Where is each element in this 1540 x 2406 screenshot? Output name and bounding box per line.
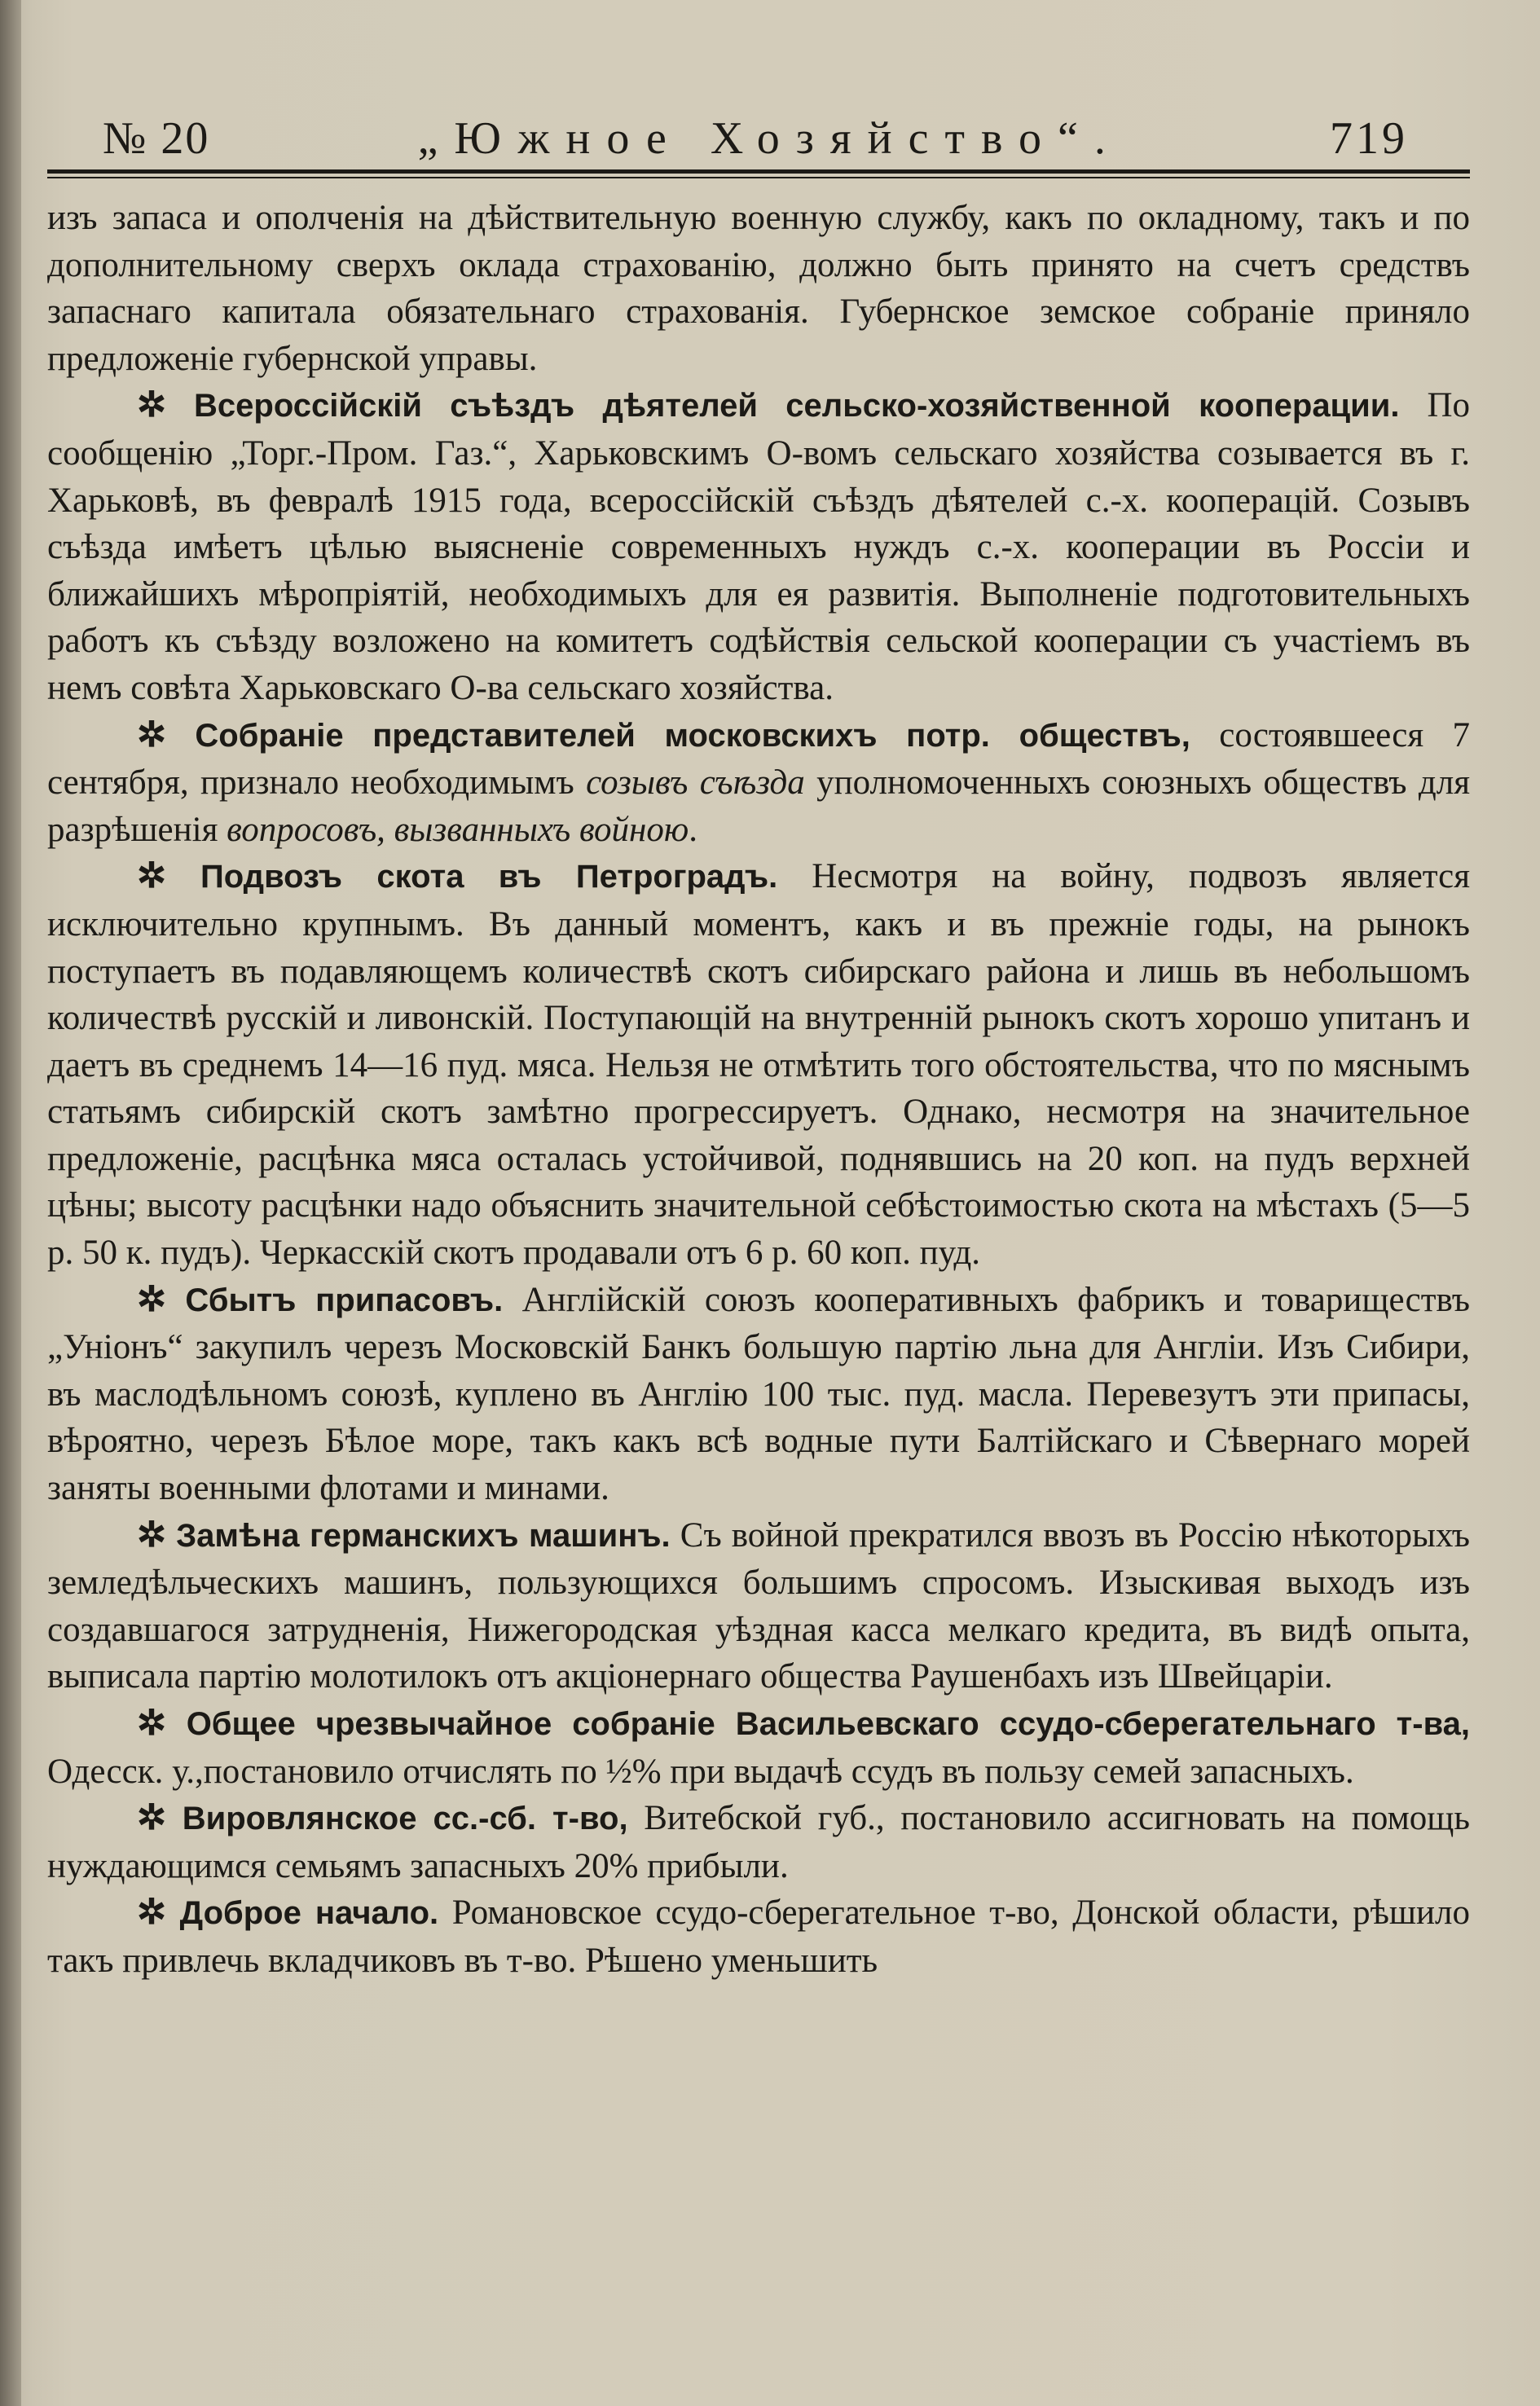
asterism-icon: ✲ [137,1704,167,1743]
news-item-congress [47,382,1470,711]
news-item-body: Романовское ссудо-сберегательное т-во, Донской области, рѣшило такъ привлечь вкладчиковъ въ т-во. Рѣшено уменьшить [47,1894,1470,1980]
page-number: 719 [1330,113,1408,164]
asterism-icon: ✲ [137,1894,167,1933]
news-item-heading: Общее чрезвычайное собраніе Васильевскаго ссудо-сберегательнаго т-ва, [186,1706,1470,1742]
news-item-supplies [47,1277,1470,1512]
news-item-good-start [47,1889,1470,1984]
news-item-heading: Замѣна германскихъ машинъ. [176,1517,671,1554]
news-item-body: Одесск. у.,постановило отчислять по ½% при выдачѣ ссудъ въ пользу семей запасныхъ. [47,1752,1354,1791]
header-rule [47,169,1470,178]
news-item-body: уполномоченныхъ союзныхъ обществъ для разрѣшенія [47,763,1470,849]
news-item-body: Англійскій союзъ кооперативныхъ фабрикъ и товариществъ „Уніонъ“ закупилъ черезъ Московскій Банкъ большую партію льна для Англіи. Изъ Сибири, въ маслодѣльномъ союзѣ, куплено въ Англію 100 тыс. пуд. масла. Перевезутъ эти припасы, вѣроятно, черезъ Бѣлое море, такъ какъ всѣ водные пути Балтійскаго и Сѣвернаго морей заняты военными флотами и минами. [47,1280,1471,1508]
asterism-icon: ✲ [137,857,167,896]
asterism-icon: ✲ [137,715,167,754]
italic-phrase: вопросовъ, вызванныхъ войною [227,810,689,849]
news-item-body: По сообщенію „Торг.-Пром. Газ.“, Харьковскимъ О-вомъ сельскаго хозяйства созывается въ г. Харьковѣ, въ февралѣ 1915 года, всероссійскій съѣздъ дѣятелей с.-х. кооперацій. Созывъ съѣзда имѣетъ цѣлью выясненіе современныхъ нуждъ с.-х. кооперации въ Россіи и ближайшихъ мѣропріятій, необходимыхъ для ея развитія. Выполненіе подготовительныхъ работъ къ съѣзду возложено на комитетъ содѣйствія сельской кооперации съ участіемъ въ немъ совѣта Харьковскаго О-ва сельскаго хозяйства. [47,386,1471,707]
news-item-heading: Всероссійскій съѣздъ дѣятелей сельско-хозяйственной кооперации. [194,388,1400,424]
news-item-virovlyanskoe [47,1795,1470,1889]
news-item-cattle [47,853,1470,1276]
news-item-heading: Собраніе представителей московскихъ потр. обществъ, [195,717,1190,754]
news-item-heading: Сбытъ припасовъ. [185,1282,504,1318]
news-item-body: Съ войной прекратился ввозъ въ Россію нѣкоторыхъ земледѣльческихъ машинъ, пользующихся большимъ спросомъ. Изыскивая выходъ изъ создавшагося затрудненія, Нижегородская уѣздная касса мелкаго кредита, въ видѣ опыта, выписала партію молотилокъ отъ акціонернаго общества Раушенбахъ изъ Швейцаріи. [47,1515,1470,1696]
asterism-icon: ✲ [137,1280,167,1319]
issue-number: № 20 [103,113,210,164]
news-item-body: . [689,810,697,849]
news-item-body: Несмотря на войну, подвозъ является исключительно крупнымъ. Въ данный моментъ, какъ и въ прежніе годы, на рынокъ поступаетъ въ подавляющемъ количествѣ скотъ сибирскаго района и лишь въ небольшомъ количествѣ русскій и ливонскій. Поступающій на внутренній рынокъ скотъ хорошо упитанъ и даетъ въ среднемъ 14—16 пуд. мяса. Нельзя не отмѣтить того обстоятельства, что по мяснымъ статьямъ сибирскій скотъ замѣтно прогрессируетъ. Однако, несмотря на значительное предложеніе, расцѣнка мяса осталась устойчивой, поднявшись на 20 коп. на пудъ верхней цѣны; высоту расцѣнки надо объяснить значительной себѣстоимостью скота на мѣстахъ (5—5 р. 50 к. пудъ). Черкасскій скотъ продавали отъ 6 р. 60 коп. пуд. [47,857,1470,1273]
paragraph-continuation [47,195,1470,382]
italic-phrase: созывъ съѣзда [586,763,805,803]
asterism-icon: ✲ [137,386,167,425]
running-header [47,114,1470,163]
paragraph-body: изъ запаса и ополченія на дѣйствительную военную службу, какъ по окладному, такъ и по дополнительному сверхъ оклада страхованію, должно быть принято на счетъ средствъ запаснаго капитала обязательнаго страхованія. Губернское земское собраніе приняло предложеніе губернской управы. [47,199,1470,378]
news-item-heading: Доброе начало. [179,1895,439,1932]
news-item-heading: Вировлянское сс.-сб. т-во, [182,1801,628,1837]
asterism-icon: ✲ [137,1515,167,1555]
article-text [47,195,1470,1985]
news-item-moscow-meeting [47,712,1470,854]
book-spine-shadow [0,0,21,2406]
news-item-heading: Подвозъ скота въ Петроградъ. [200,859,778,895]
journal-title: „Южное Хозяйство“. [417,113,1122,164]
news-item-machines [47,1512,1470,1700]
news-item-body: состоявшееся 7 сентября, признало необходимымъ [47,715,1470,803]
news-item-vasilevsky [47,1700,1470,1795]
news-item-body: Витебской губ., постановило ассигновать на помощь нуждающимся семьямъ запасныхъ 20% прибыли. [47,1799,1471,1885]
asterism-icon: ✲ [137,1799,167,1838]
